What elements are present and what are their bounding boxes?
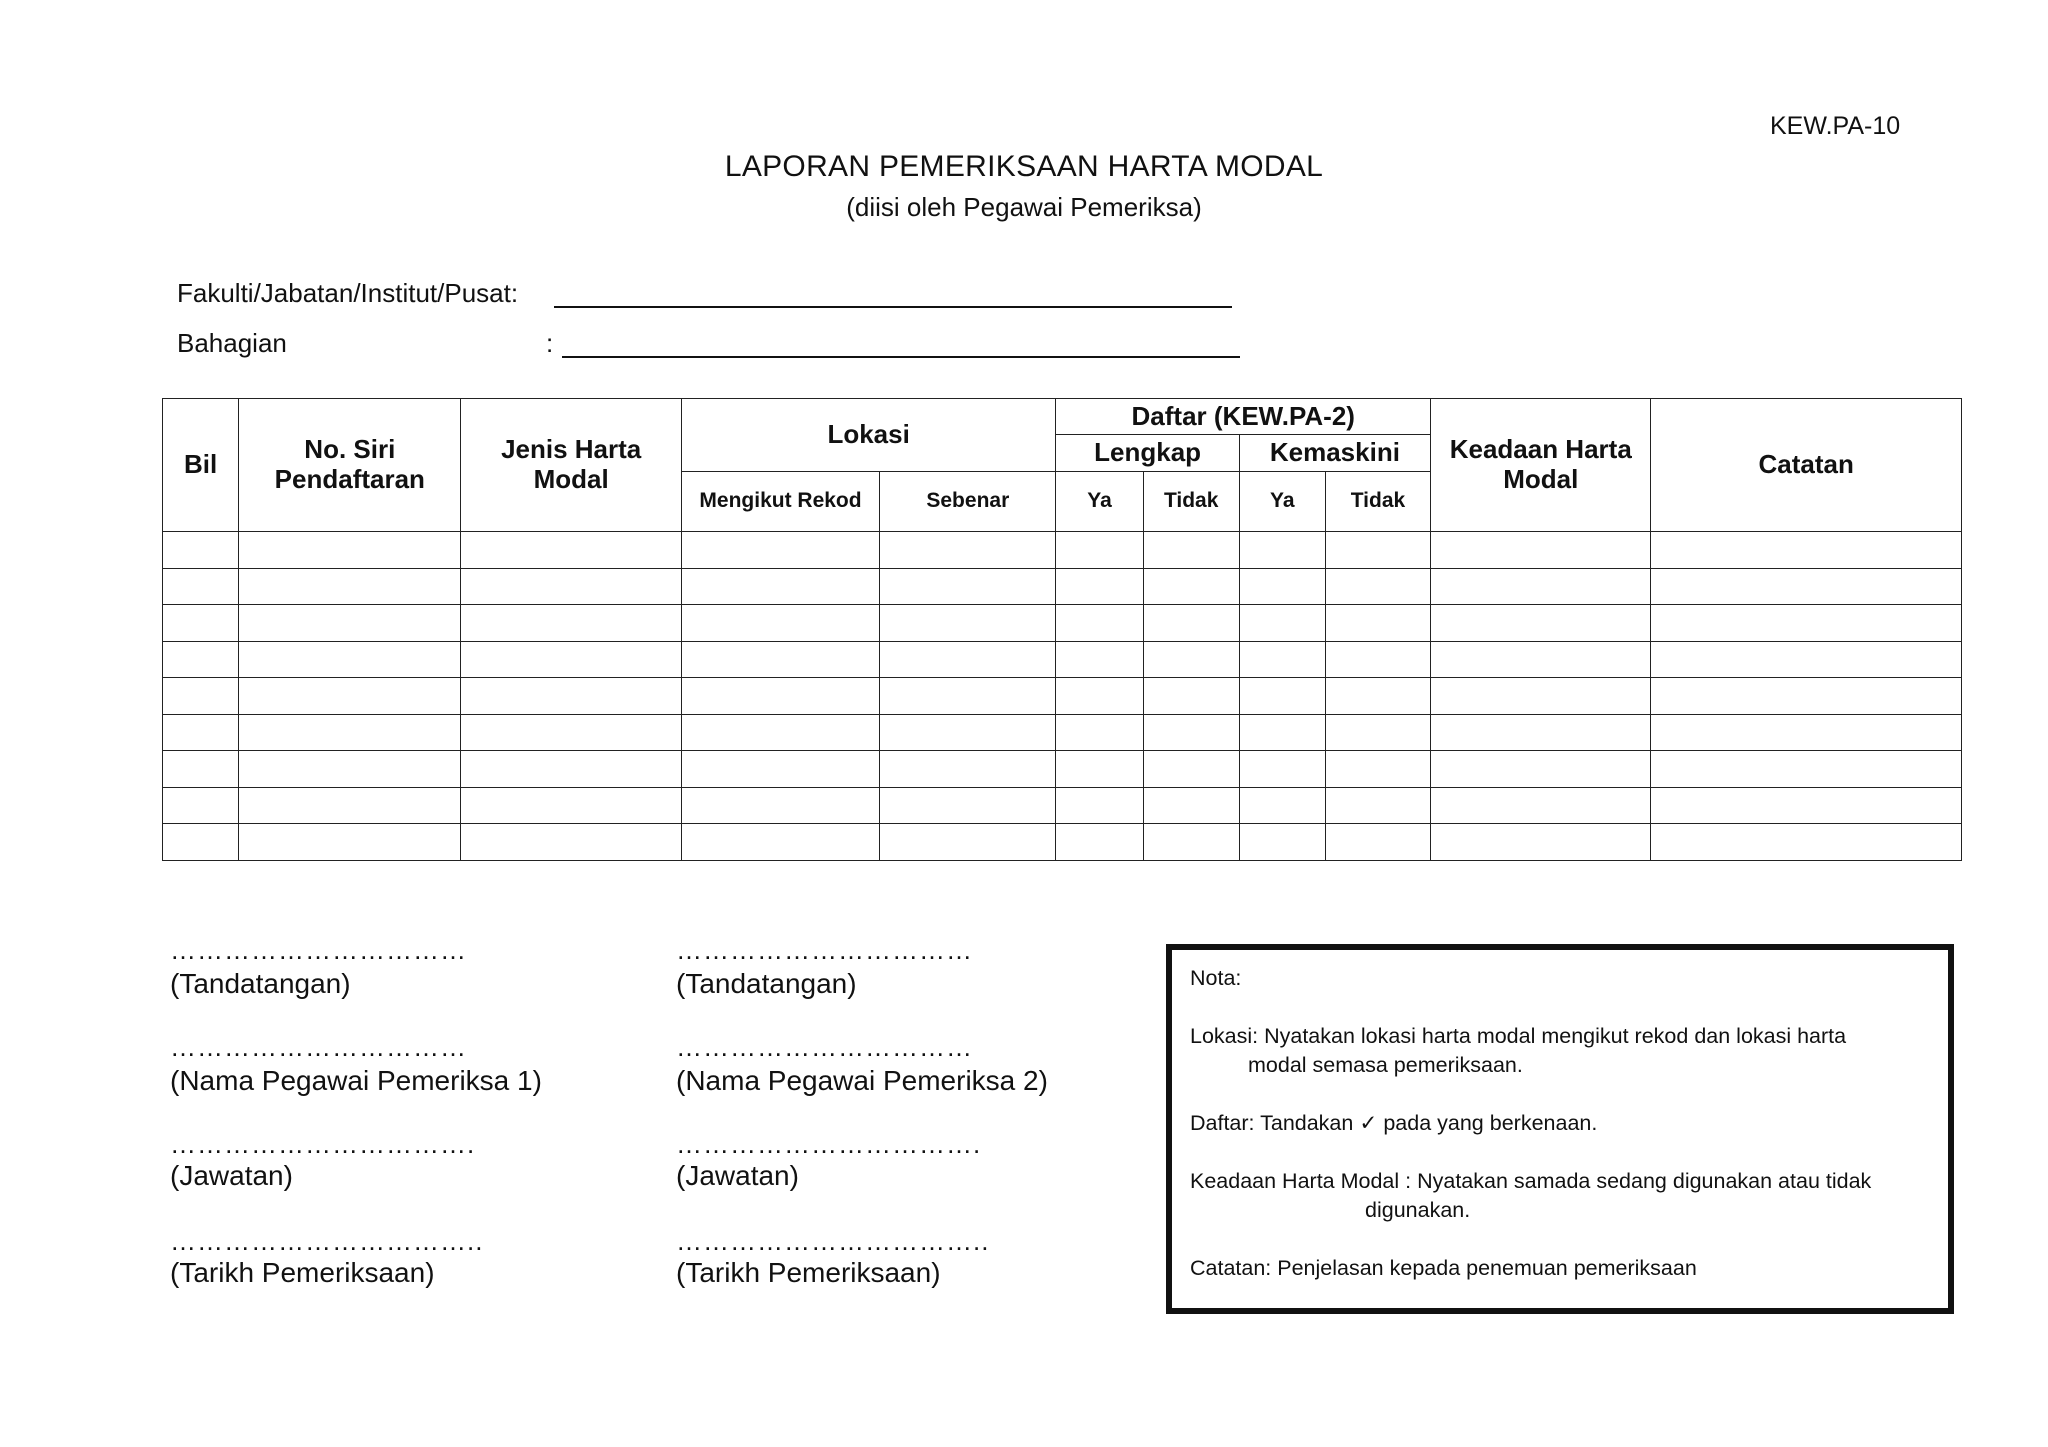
table-cell[interactable] [1431,787,1651,824]
table-row [163,568,1962,605]
table-cell[interactable] [1325,568,1430,605]
note-daftar-after: pada yang berkenaan. [1383,1111,1598,1135]
table-cell[interactable] [1056,641,1143,678]
note-keadaan-line2: digunakan. [1365,1198,1471,1222]
col-kemaskini-tidak: Tidak [1325,472,1430,532]
table-cell[interactable] [681,568,879,605]
table-cell[interactable] [1325,641,1430,678]
note-daftar [1190,1109,1930,1138]
name-dots-1[interactable]: …………………………… [170,1032,467,1062]
table-cell[interactable] [1325,532,1430,569]
table-cell[interactable] [163,568,239,605]
date-dots-2[interactable]: …………………………….. [676,1226,990,1256]
section-input-line[interactable] [562,356,1240,358]
table-cell[interactable] [1239,714,1325,751]
table-cell[interactable] [163,824,239,861]
form-code: KEW.PA-10 [1770,112,1901,140]
table-cell[interactable] [1056,568,1143,605]
table-cell[interactable] [163,641,239,678]
date-label-2: (Tarikh Pemeriksaan) [676,1257,941,1288]
table-cell[interactable] [1431,641,1651,678]
table-cell[interactable] [163,751,239,788]
table-cell[interactable] [1143,787,1239,824]
table-cell[interactable] [1651,787,1962,824]
table-cell[interactable] [1143,678,1239,715]
col-lengkap: Lengkap [1056,435,1239,472]
note-box [1166,944,1954,1314]
signature-dots-1[interactable]: …………………………… [170,935,467,965]
table-cell[interactable] [163,678,239,715]
table-cell[interactable] [1325,787,1430,824]
table-cell[interactable] [461,787,681,824]
table-cell[interactable] [681,641,879,678]
table-cell[interactable] [1325,751,1430,788]
note-catatan: Catatan: Penjelasan kepada penemuan pemeriksaan [1190,1256,1697,1280]
table-cell[interactable] [1431,678,1651,715]
col-mengikut-rekod: Mengikut Rekod [681,472,879,532]
position-label-1: (Jawatan) [170,1160,293,1191]
table-cell[interactable] [1651,678,1962,715]
date-label-1: (Tarikh Pemeriksaan) [170,1257,435,1288]
table-cell[interactable] [239,824,461,861]
table-cell[interactable] [239,751,461,788]
note-lokasi [1190,1022,1930,1080]
table-cell[interactable] [1143,605,1239,642]
position-label-2: (Jawatan) [676,1160,799,1191]
signature-label-2: (Tandatangan) [676,968,857,999]
table-cell[interactable] [1325,824,1430,861]
table-cell[interactable] [1143,568,1239,605]
signature-label-1: (Tandatangan) [170,968,351,999]
table-cell[interactable] [880,678,1056,715]
name-label-2: (Nama Pegawai Pemeriksa 2) [676,1065,1048,1096]
col-kemaskini: Kemaskini [1239,435,1430,472]
table-cell[interactable] [1325,678,1430,715]
table-cell[interactable] [1143,714,1239,751]
col-lengkap-tidak: Tidak [1143,472,1239,532]
table-row [163,714,1962,751]
table-cell[interactable] [880,532,1056,569]
col-sebenar: Sebenar [880,472,1056,532]
table-cell[interactable] [681,678,879,715]
table-cell[interactable] [681,532,879,569]
table-cell[interactable] [1056,787,1143,824]
table-cell[interactable] [1143,532,1239,569]
table-cell[interactable] [1651,751,1962,788]
table-cell[interactable] [239,714,461,751]
date-dots-1[interactable]: …………………………….. [170,1226,484,1256]
col-lokasi: Lokasi [681,399,1056,472]
note-heading: Nota: [1190,966,1242,990]
table-cell[interactable] [1325,605,1430,642]
table-cell[interactable] [239,787,461,824]
table-cell[interactable] [1143,824,1239,861]
table-cell[interactable] [1056,824,1143,861]
table-row [163,605,1962,642]
table-cell[interactable] [163,714,239,751]
name-dots-2[interactable]: …………………………… [676,1032,973,1062]
check-icon: ✓ [1359,1111,1378,1136]
section-colon: : [546,328,554,358]
note-keadaan-line1: Keadaan Harta Modal : Nyatakan samada sedang digunakan atau tidak [1190,1169,1872,1193]
table-cell[interactable] [880,605,1056,642]
table-cell[interactable] [1143,751,1239,788]
table-cell[interactable] [1056,532,1143,569]
table-row [163,751,1962,788]
position-dots-1[interactable]: ……………………………. [170,1129,476,1159]
table-cell[interactable] [1239,605,1325,642]
report-table [162,398,1962,861]
table-cell[interactable] [461,714,681,751]
table-cell[interactable] [1651,532,1962,569]
note-daftar-before: Daftar: Tandakan [1190,1111,1354,1135]
table-cell[interactable] [1239,641,1325,678]
table-row [163,532,1962,569]
name-label-1: (Nama Pegawai Pemeriksa 1) [170,1065,542,1096]
table-cell[interactable] [1239,532,1325,569]
table-cell[interactable] [1325,714,1430,751]
table-cell[interactable] [880,787,1056,824]
table-body [163,532,1962,861]
table-cell[interactable] [163,605,239,642]
page-subtitle: (diisi oleh Pegawai Pemeriksa) [846,192,1202,222]
table-cell[interactable] [880,824,1056,861]
table-row [163,641,1962,678]
table-cell[interactable] [1431,751,1651,788]
signature-dots-2[interactable]: …………………………… [676,935,973,965]
table-cell[interactable] [880,568,1056,605]
col-keadaan: Keadaan Harta Modal [1431,399,1651,532]
table-cell[interactable] [1431,605,1651,642]
table-cell[interactable] [1239,824,1325,861]
table-cell[interactable] [681,605,879,642]
table-cell[interactable] [1239,678,1325,715]
table-cell[interactable] [163,787,239,824]
table-cell[interactable] [461,568,681,605]
table-cell[interactable] [239,532,461,569]
position-dots-2[interactable]: ……………………………. [676,1129,982,1159]
table-cell[interactable] [461,751,681,788]
table-cell[interactable] [461,605,681,642]
table-cell[interactable] [461,824,681,861]
col-bil: Bil [163,399,239,532]
table-cell[interactable] [461,532,681,569]
table-cell[interactable] [461,678,681,715]
note-lokasi-line2: modal semasa pemeriksaan. [1248,1053,1523,1077]
table-row [163,678,1962,715]
table-cell[interactable] [1143,641,1239,678]
table-cell[interactable] [1431,532,1651,569]
faculty-input-line[interactable] [554,306,1232,308]
section-label: Bahagian [177,328,287,358]
table-cell[interactable] [681,751,879,788]
table-cell[interactable] [163,532,239,569]
col-kemaskini-ya: Ya [1239,472,1325,532]
table-cell[interactable] [1431,824,1651,861]
table-cell[interactable] [681,787,879,824]
table-cell[interactable] [1431,714,1651,751]
table-cell[interactable] [239,605,461,642]
table-cell[interactable] [239,568,461,605]
table-cell[interactable] [239,678,461,715]
table-cell[interactable] [1651,605,1962,642]
col-no-siri: No. Siri Pendaftaran [239,399,461,532]
table-cell[interactable] [1431,568,1651,605]
table-cell[interactable] [681,824,879,861]
table-cell[interactable] [1056,751,1143,788]
col-catatan: Catatan [1651,399,1962,532]
table-cell[interactable] [681,714,879,751]
table-cell[interactable] [1239,787,1325,824]
table-cell[interactable] [1651,714,1962,751]
table-cell[interactable] [1056,714,1143,751]
table-cell[interactable] [1651,568,1962,605]
table-cell[interactable] [1239,751,1325,788]
table-cell[interactable] [461,641,681,678]
table-cell[interactable] [1056,678,1143,715]
table-cell[interactable] [880,751,1056,788]
table-cell[interactable] [1239,568,1325,605]
col-jenis: Jenis Harta Modal [461,399,681,532]
col-lengkap-ya: Ya [1056,472,1143,532]
table-cell[interactable] [880,714,1056,751]
table-row [163,787,1962,824]
note-keadaan [1190,1167,1930,1225]
page-title: LAPORAN PEMERIKSAAN HARTA MODAL [724,150,1324,183]
table-cell[interactable] [880,641,1056,678]
col-daftar: Daftar (KEW.PA-2) [1056,399,1431,435]
table-cell[interactable] [239,641,461,678]
note-lokasi-line1: Lokasi: Nyatakan lokasi harta modal mengikut rekod dan lokasi harta [1190,1024,1847,1048]
faculty-label: Fakulti/Jabatan/Institut/Pusat: [177,278,519,308]
table-row [163,824,1962,861]
table-cell[interactable] [1056,605,1143,642]
table-cell[interactable] [1651,641,1962,678]
table-cell[interactable] [1651,824,1962,861]
